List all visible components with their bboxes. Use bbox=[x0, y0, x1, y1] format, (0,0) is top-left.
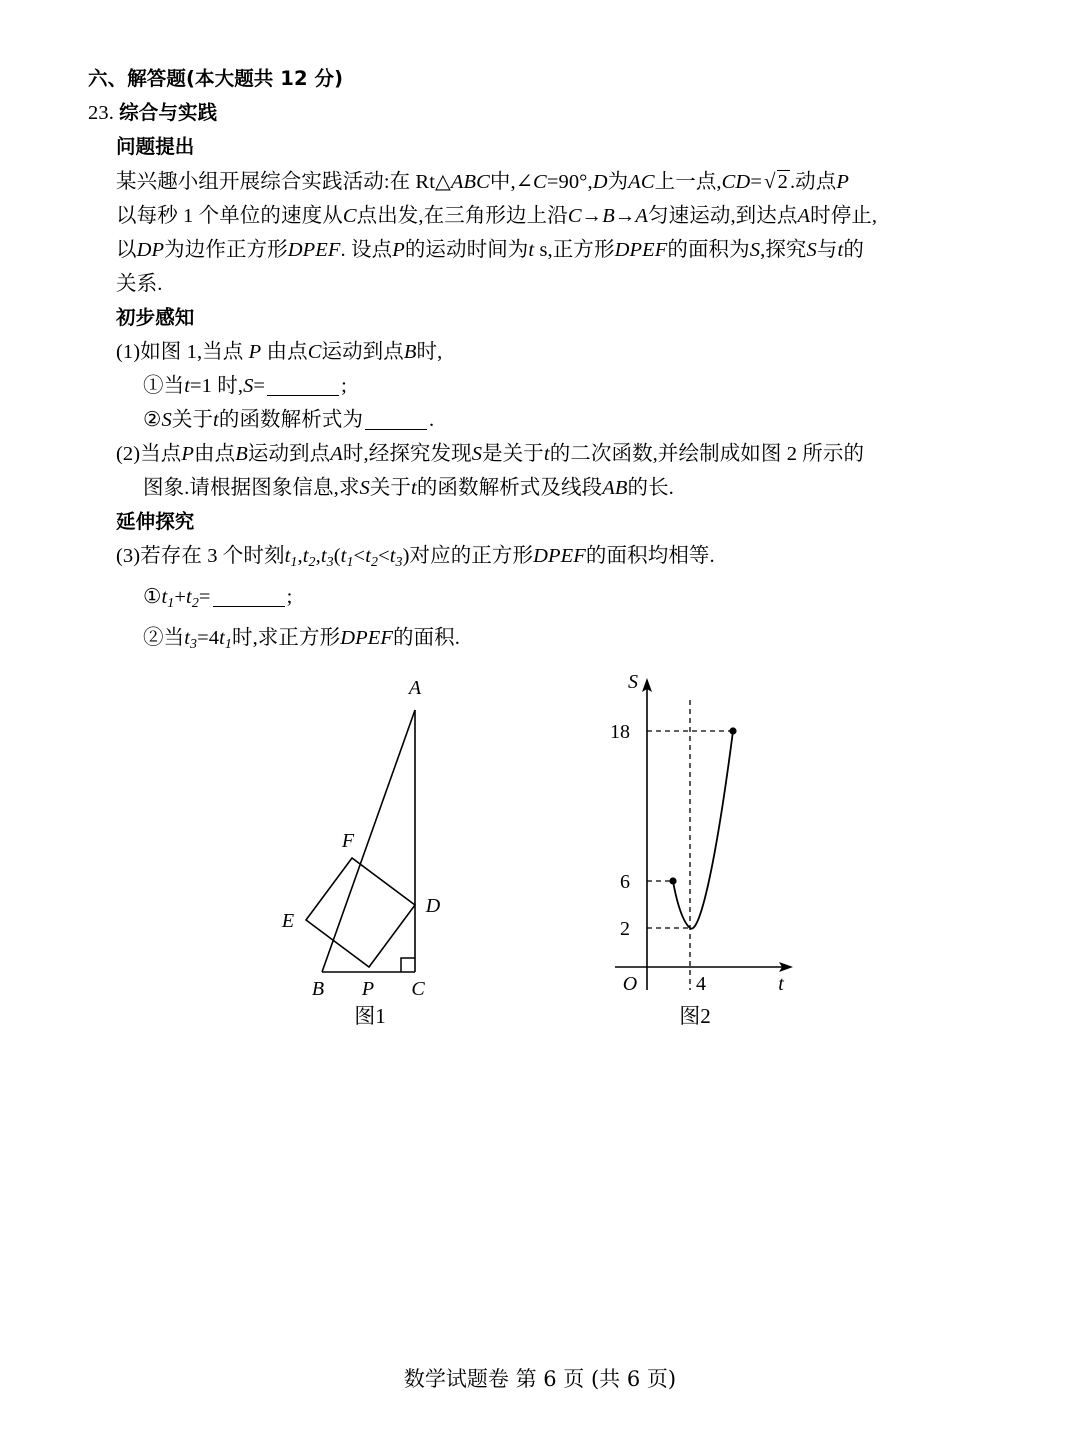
circled-number-2: ②当 bbox=[143, 626, 185, 649]
text-fragment: = bbox=[750, 171, 763, 193]
circled-number-2: ② bbox=[143, 409, 162, 431]
subscript: 1 bbox=[346, 554, 354, 570]
text-fragment: 时停止, bbox=[810, 205, 878, 227]
text-fragment: 上一点, bbox=[654, 171, 722, 193]
label-a: A bbox=[408, 677, 422, 699]
x-axis-label: t bbox=[778, 973, 784, 995]
math-var-t: t bbox=[161, 585, 168, 608]
text-fragment: 关于 bbox=[171, 409, 214, 431]
text-fragment: 关于 bbox=[369, 477, 412, 499]
question-3-item-1 bbox=[143, 580, 1018, 621]
subheading-initial-perception: 初步感知 bbox=[116, 306, 195, 329]
text-fragment: = bbox=[198, 585, 211, 608]
math-var-cd: CD bbox=[721, 171, 751, 193]
text-fragment: ( bbox=[333, 545, 341, 567]
sqrt-expression bbox=[762, 164, 790, 199]
statement-line-4: 关系. bbox=[116, 273, 163, 295]
figure1-geometry-diagram bbox=[255, 660, 515, 1000]
text-fragment: 时,求正方形 bbox=[231, 626, 341, 649]
text-fragment: 以 bbox=[116, 239, 137, 261]
text-fragment: . bbox=[429, 409, 435, 431]
question-1-item-2 bbox=[143, 403, 1018, 437]
text-fragment: =1 时, bbox=[190, 375, 244, 397]
triangle-symbol: △ bbox=[435, 171, 451, 193]
radical-sign: √ bbox=[764, 169, 776, 193]
math-var-s: S bbox=[806, 239, 817, 261]
text-fragment: 的长. bbox=[627, 477, 674, 499]
ytick-label-6: 6 bbox=[620, 871, 630, 893]
problem-heading bbox=[88, 96, 1018, 130]
math-var-t: t bbox=[389, 545, 396, 567]
math-var-t: t bbox=[302, 545, 309, 567]
math-var-s: S bbox=[471, 443, 483, 465]
text-fragment: 匀速运动,到达点 bbox=[648, 205, 798, 227]
math-var-s: S bbox=[749, 239, 761, 261]
right-angle-mark-c bbox=[401, 958, 415, 972]
text-fragment: 的函数解析式为 bbox=[218, 409, 364, 431]
text-fragment: ; bbox=[286, 585, 293, 608]
math-var-t: t bbox=[528, 239, 535, 261]
math-var-ac: AC bbox=[628, 171, 655, 193]
subscript: 3 bbox=[395, 554, 403, 570]
text-fragment: 运动到点 bbox=[321, 341, 404, 363]
text-fragment: 中,∠ bbox=[489, 171, 534, 193]
subscript: 2 bbox=[191, 595, 199, 611]
math-var-t: t bbox=[213, 409, 219, 431]
math-var-p: P bbox=[248, 341, 262, 363]
problem-title: 综合与实践 bbox=[119, 101, 218, 124]
math-var-t: t bbox=[284, 545, 291, 567]
question-2-line-2 bbox=[143, 471, 1018, 505]
question-1-item-1 bbox=[143, 369, 1018, 403]
text-fragment: s,正方形 bbox=[539, 239, 615, 261]
math-var-t: t bbox=[837, 239, 844, 261]
subscript: 2 bbox=[370, 554, 379, 570]
text-fragment: ; bbox=[341, 375, 347, 397]
math-var-p: P bbox=[181, 443, 195, 465]
math-var-p: P bbox=[392, 239, 405, 261]
math-var-b: B bbox=[403, 341, 417, 363]
math-var-c: C bbox=[342, 205, 357, 227]
text-fragment: :在 Rt bbox=[383, 171, 436, 193]
math-var-dp: DP bbox=[136, 239, 165, 261]
text-fragment: 的面积. bbox=[392, 626, 461, 649]
math-var-t: t bbox=[186, 585, 192, 608]
figure2-caption: 图2 bbox=[679, 1004, 711, 1028]
y-axis-label: S bbox=[628, 671, 638, 693]
math-var-t: t bbox=[184, 375, 190, 397]
text-fragment: (3)若存在 3 个时刻 bbox=[116, 545, 285, 567]
math-var-c: C bbox=[307, 341, 322, 363]
subheading-extended-exploration: 延伸探究 bbox=[116, 510, 195, 533]
less-than-symbol: < bbox=[378, 545, 390, 567]
subheading-problem-statement: 问题提出 bbox=[116, 135, 195, 158]
math-var-dpef: DPEF bbox=[614, 239, 668, 261]
label-d: D bbox=[425, 895, 441, 917]
motion-path: C→B→A bbox=[567, 205, 649, 227]
math-var-p: P bbox=[836, 171, 850, 193]
math-var-t: t bbox=[411, 477, 417, 499]
math-var-ab: AB bbox=[602, 477, 628, 499]
figures-container bbox=[0, 655, 1080, 1045]
figure2-parabola-chart bbox=[585, 660, 825, 1000]
math-var-s: S bbox=[243, 375, 254, 397]
text-fragment: 的二次函数,并绘制成如图 2 所示的 bbox=[549, 443, 865, 465]
endpoint-dot-start bbox=[669, 877, 676, 884]
text-fragment: =4 bbox=[197, 626, 220, 649]
text-fragment: (2)当点 bbox=[116, 443, 182, 465]
problem-text-area bbox=[88, 62, 1018, 662]
math-var-t: t bbox=[219, 626, 225, 649]
text-fragment: 由点 bbox=[266, 341, 308, 363]
text-fragment: 为 bbox=[607, 171, 629, 193]
square-dpef bbox=[306, 858, 415, 967]
text-fragment: 时,经探究发现 bbox=[342, 443, 472, 465]
text-fragment: 点出发,在三角形边上沿 bbox=[356, 205, 568, 227]
text-fragment: 的面积均相等. bbox=[585, 545, 715, 567]
statement-line-1 bbox=[116, 164, 1018, 199]
answer-blank-2[interactable] bbox=[365, 409, 427, 430]
text-fragment: 某兴趣小组开展综合实践活动 bbox=[116, 171, 384, 193]
math-var-dpef: DPEF bbox=[340, 626, 393, 649]
text-fragment: ①当 bbox=[143, 375, 185, 397]
subscript: 2 bbox=[308, 554, 316, 570]
text-fragment: , bbox=[297, 545, 303, 567]
text-fragment: 是关于 bbox=[482, 443, 544, 465]
label-f: F bbox=[341, 830, 355, 852]
text-fragment: 运动到点 bbox=[247, 443, 331, 465]
subscript: 1 bbox=[167, 595, 175, 611]
math-var-a: A bbox=[330, 443, 343, 465]
page-footer: 数学试题卷 第 6 页 (共 6 页) bbox=[403, 1367, 677, 1391]
xtick-label-4: 4 bbox=[696, 973, 706, 995]
math-var-dpef: DPEF bbox=[287, 239, 341, 261]
ytick-label-2: 2 bbox=[620, 918, 630, 940]
text-fragment: =90°, bbox=[546, 171, 593, 193]
radicand: 2 bbox=[777, 171, 788, 193]
answer-blank-3[interactable] bbox=[213, 586, 285, 607]
label-p: P bbox=[361, 978, 375, 1000]
subscript: 3 bbox=[190, 636, 198, 652]
math-var-t: t bbox=[365, 545, 371, 567]
math-var-t: t bbox=[543, 443, 550, 465]
text-fragment: (1)如图 1,当点 bbox=[116, 341, 244, 363]
section-header: 六、解答题(本大题共 12 分) bbox=[88, 67, 344, 90]
problem-number: 23. bbox=[88, 102, 114, 124]
segment-ab bbox=[322, 710, 415, 972]
text-fragment: = bbox=[253, 375, 266, 397]
math-var-s: S bbox=[359, 477, 370, 499]
text-fragment: 由点 bbox=[194, 443, 236, 465]
math-var-dpef: DPEF bbox=[533, 545, 586, 567]
parabola-curve bbox=[673, 731, 733, 929]
less-than-symbol: < bbox=[353, 545, 366, 567]
text-fragment: 与 bbox=[816, 239, 838, 261]
text-fragment: , bbox=[315, 545, 321, 567]
circled-number-1: ① bbox=[143, 585, 162, 608]
text-fragment: ,探究 bbox=[760, 239, 807, 261]
math-var-c: C bbox=[533, 171, 547, 193]
text-fragment: 的函数解析式及线段 bbox=[416, 477, 603, 499]
plus-symbol: + bbox=[174, 585, 187, 608]
math-var-s: S bbox=[161, 409, 172, 431]
math-var-t: t bbox=[184, 626, 190, 649]
statement-line-2 bbox=[116, 199, 1018, 233]
ytick-label-18: 18 bbox=[610, 721, 630, 743]
math-var-a: A bbox=[797, 205, 811, 227]
text-fragment: 的 bbox=[843, 239, 864, 261]
text-fragment: 的运动时间为 bbox=[404, 239, 529, 261]
text-fragment: 的面积为 bbox=[667, 239, 750, 261]
subscript: 1 bbox=[224, 636, 232, 652]
text-fragment: .动点 bbox=[789, 171, 837, 193]
question-1 bbox=[116, 335, 1018, 369]
text-fragment: 图象.请根据图象信息,求 bbox=[143, 477, 360, 499]
text-fragment: 为边作正方形 bbox=[164, 239, 288, 261]
figure1-caption: 图1 bbox=[354, 1004, 386, 1028]
origin-label: O bbox=[622, 973, 638, 995]
endpoint-dot-end bbox=[729, 727, 736, 734]
math-var-t: t bbox=[320, 545, 327, 567]
subscript: 3 bbox=[326, 554, 334, 570]
math-var-b: B bbox=[235, 443, 248, 465]
question-3 bbox=[116, 539, 1018, 580]
math-var-abc: ABC bbox=[450, 171, 490, 193]
answer-blank-1[interactable] bbox=[267, 375, 339, 396]
text-fragment: . 设点 bbox=[340, 239, 393, 261]
statement-line-3 bbox=[116, 233, 1018, 267]
text-fragment: )对应的正方形 bbox=[402, 545, 534, 567]
text-fragment: 时, bbox=[416, 341, 443, 363]
text-fragment: 以每秒 1 个单位的速度从 bbox=[116, 205, 343, 227]
math-var-d: D bbox=[592, 171, 608, 193]
label-b: B bbox=[311, 978, 325, 1000]
label-e: E bbox=[281, 910, 295, 932]
math-var-t: t bbox=[340, 545, 347, 567]
subscript: 1 bbox=[290, 554, 298, 570]
question-2-line-1 bbox=[116, 437, 1018, 471]
label-c: C bbox=[411, 978, 425, 1000]
